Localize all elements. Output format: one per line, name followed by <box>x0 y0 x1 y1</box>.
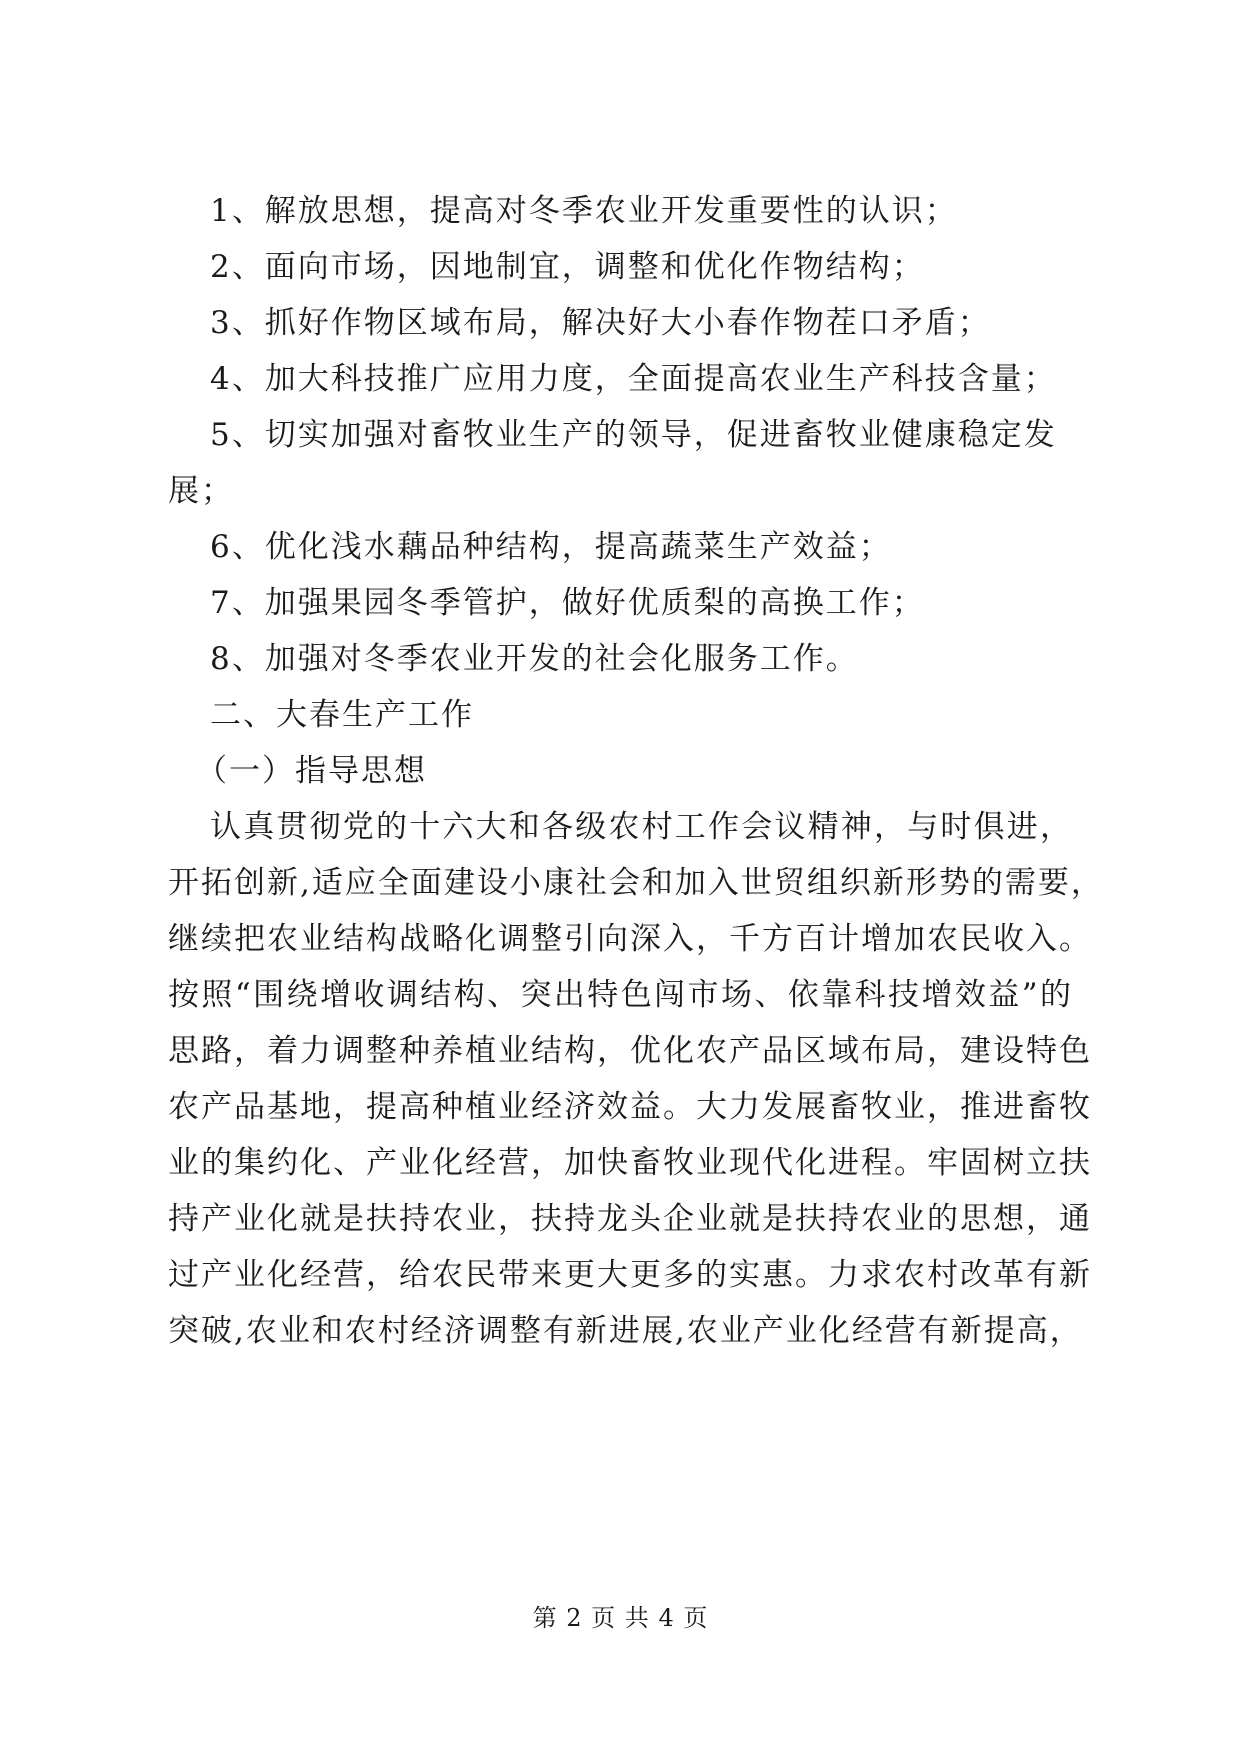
paragraph-line-5: 思路，着力调整种养植业结构，优化农产品区域布局，建设特色 <box>168 1033 1092 1069</box>
page-number-footer: 第 2 页 共 4 页 <box>532 1604 709 1632</box>
paragraph-line-9: 过产业化经营，给农民带来更大更多的实惠。力求农村改革有新 <box>168 1257 1092 1293</box>
paragraph-line-6: 农产品基地，提高种植业经济效益。大力发展畜牧业，推进畜牧 <box>168 1089 1092 1125</box>
list-item-7: 7、加强果园冬季管护，做好优质梨的高换工作； <box>210 585 925 621</box>
paragraph-line-4: 按照“围绕增收调结构、突出特色闯市场、依靠科技增效益”的 <box>168 977 1073 1013</box>
paragraph-line-1: 认真贯彻党的十六大和各级农村工作会议精神，与时俱进， <box>210 809 1073 845</box>
list-item-5-continued: 展； <box>168 473 234 509</box>
paragraph-line-2: 开拓创新,适应全面建设小康社会和加入世贸组织新形势的需要， <box>168 865 1104 901</box>
list-item-5: 5、切实加强对畜牧业生产的领导，促进畜牧业健康稳定发 <box>210 417 1057 453</box>
list-item-8: 8、加强对冬季农业开发的社会化服务工作。 <box>210 641 859 677</box>
subsection-heading: （一）指导思想 <box>196 753 427 789</box>
paragraph-line-3: 继续把农业结构战略化调整引向深入，千方百计增加农民收入。 <box>168 921 1092 957</box>
paragraph-line-7: 业的集约化、产业化经营，加快畜牧业现代化进程。牢固树立扶 <box>168 1145 1092 1181</box>
list-item-6: 6、优化浅水藕品种结构，提高蔬菜生产效益； <box>210 529 892 565</box>
list-item-1: 1、解放思想，提高对冬季农业开发重要性的认识； <box>210 193 958 229</box>
section-heading: 二、大春生产工作 <box>210 697 474 733</box>
paragraph-line-10: 突破,农业和农村经济调整有新进展,农业产业化经营有新提高， <box>168 1313 1083 1349</box>
list-item-3: 3、抓好作物区域布局，解决好大小春作物茬口矛盾； <box>210 305 991 341</box>
paragraph-line-8: 持产业化就是扶持农业，扶持龙头企业就是扶持农业的思想，通 <box>168 1201 1092 1237</box>
list-item-2: 2、面向市场，因地制宜，调整和优化作物结构； <box>210 249 925 285</box>
list-item-4: 4、加大科技推广应用力度，全面提高农业生产科技含量； <box>210 361 1057 397</box>
